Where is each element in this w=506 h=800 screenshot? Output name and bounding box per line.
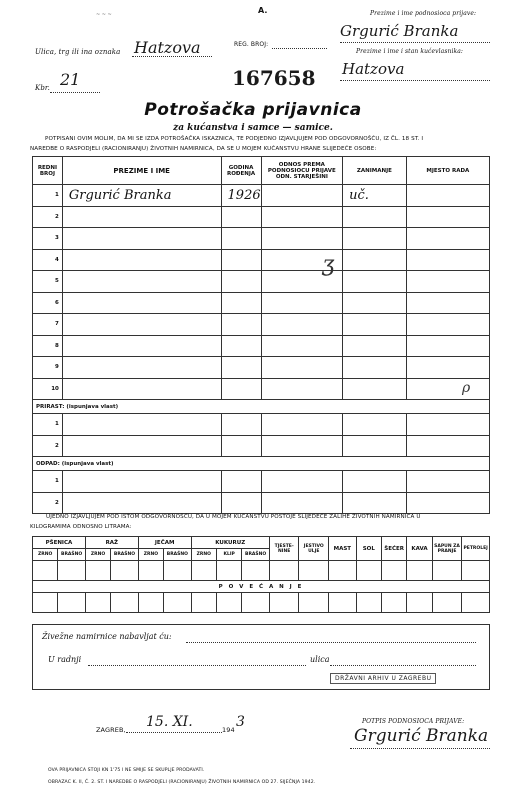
supply-group-petrolej: PETROLEJ bbox=[462, 537, 490, 561]
empty-cell bbox=[406, 414, 489, 436]
relation bbox=[261, 378, 342, 400]
ulica-label: Ulica, trg ili ina oznaka bbox=[35, 48, 121, 56]
birth-year bbox=[221, 314, 261, 336]
person-name bbox=[62, 314, 221, 336]
relation bbox=[261, 206, 342, 228]
occupation bbox=[343, 335, 407, 357]
supplies-statement-1: UJEDNO IZJAVLJUJEM POD ISTOM ODGOVORNOŠĆU, DA U MOJEM KUĆANSTVU POSTOJE SLIJEDEĆE ZALIHE ŽIVOTNIH NAMIRNICA U bbox=[46, 514, 421, 520]
archive-stamp: DRŽAVNI ARHIV U ZAGREBU bbox=[330, 673, 436, 684]
table-row bbox=[33, 414, 490, 436]
podnosilac-line bbox=[340, 42, 490, 43]
povecanje-label: P O V E Ć A N J E bbox=[33, 581, 490, 593]
supplies-statement-2: KILOGRAMIMA ODNOSNO LITRAMA: bbox=[30, 524, 132, 530]
u-radnji-line bbox=[88, 665, 306, 666]
relation bbox=[261, 292, 342, 314]
occupation: uč. bbox=[343, 185, 407, 207]
supply-group-raz: RAŽ bbox=[85, 537, 138, 549]
ulica-purchase-label: ulica bbox=[310, 655, 330, 664]
pencil-mark: ρ bbox=[462, 380, 471, 396]
date-value: 15. XI. bbox=[146, 714, 193, 730]
empty-cell bbox=[406, 435, 489, 457]
supply-group-kukuruz: KUKURUZ bbox=[191, 537, 269, 549]
supply-group-tjestenine: TJESTE-NINE bbox=[269, 537, 299, 561]
row-number: 1 bbox=[33, 471, 63, 493]
podnosilac-value: Grgurić Branka bbox=[340, 22, 459, 40]
empty-cell bbox=[221, 414, 261, 436]
potpis-line bbox=[350, 748, 490, 749]
ulica-value: Hatzova bbox=[134, 38, 201, 57]
row-number: 4 bbox=[33, 249, 63, 271]
table-row bbox=[33, 249, 490, 271]
kbr-line bbox=[50, 92, 100, 93]
form-subtitle: za kućanstva i samce — samice. bbox=[173, 123, 333, 133]
col-header-zanimanje: ZANIMANJE bbox=[343, 157, 407, 185]
person-name bbox=[62, 357, 221, 379]
empty-cell bbox=[261, 414, 342, 436]
table-row bbox=[33, 357, 490, 379]
kucevlasnik-line bbox=[340, 80, 490, 81]
person-name bbox=[62, 206, 221, 228]
row-number: 6 bbox=[33, 292, 63, 314]
row-number: 5 bbox=[33, 271, 63, 293]
empty-cell bbox=[62, 492, 221, 514]
supplies-values-row bbox=[33, 561, 490, 581]
occupation bbox=[343, 249, 407, 271]
table-row bbox=[33, 492, 490, 514]
zagreb-label: ZAGREB, bbox=[96, 726, 126, 734]
sub-header-zrno: ZRNO bbox=[85, 549, 110, 561]
col-header-redni: REDNI BROJ bbox=[33, 157, 63, 185]
workplace bbox=[406, 249, 489, 271]
ulica-line bbox=[132, 56, 212, 57]
occupation bbox=[343, 292, 407, 314]
birth-year bbox=[221, 206, 261, 228]
workplace bbox=[406, 357, 489, 379]
workplace bbox=[406, 228, 489, 250]
ulica-purchase-line bbox=[330, 665, 476, 666]
supply-group-mast: MAST bbox=[329, 537, 357, 561]
person-name bbox=[62, 271, 221, 293]
potpis-value: Grgurić Branka bbox=[354, 726, 489, 746]
persons-rows bbox=[33, 185, 490, 400]
prirast-label: PRIRAST: (ispunjava vlast) bbox=[33, 400, 490, 414]
sub-header-zrno: ZRNO bbox=[191, 549, 216, 561]
supply-group-sol: SOL bbox=[356, 537, 381, 561]
row-number: 1 bbox=[33, 185, 63, 207]
workplace bbox=[406, 271, 489, 293]
footer-note-1: OVA PRIJAVNICA STOJI KN 1'75 I NE SMIJE SE SKUPLJE PRODAVATI. bbox=[48, 768, 205, 773]
empty-cell bbox=[221, 435, 261, 457]
birth-year bbox=[221, 357, 261, 379]
relation bbox=[261, 314, 342, 336]
sub-header-brasno: BRAŠNO bbox=[111, 549, 139, 561]
serial-number: 167658 bbox=[232, 66, 316, 90]
pencil-mark: ʒ bbox=[322, 252, 335, 277]
empty-cell bbox=[343, 471, 407, 493]
workplace bbox=[406, 185, 489, 207]
kucevlasnik-label: Prezime i ime i stan kućevlasnika: bbox=[356, 48, 464, 55]
form-title: Potrošačka prijavnica bbox=[144, 100, 362, 120]
empty-cell bbox=[261, 471, 342, 493]
table-row bbox=[33, 271, 490, 293]
table-row bbox=[33, 335, 490, 357]
table-row bbox=[33, 435, 490, 457]
kbr-label: Kbr. bbox=[35, 84, 50, 92]
purchase-line-1 bbox=[186, 642, 476, 643]
odpad-label: ODPAD: (ispunjava vlast) bbox=[33, 457, 490, 471]
workplace bbox=[406, 335, 489, 357]
supply-group-psenica: PŠENICA bbox=[33, 537, 86, 549]
prirast-rows bbox=[33, 414, 490, 457]
sub-header-brasno: BRAŠNO bbox=[58, 549, 86, 561]
birth-year bbox=[221, 335, 261, 357]
reg-broj-label: REG. BROJ: bbox=[234, 41, 269, 48]
odpad-rows bbox=[33, 471, 490, 514]
supply-group-secer: ŠEĆER bbox=[381, 537, 406, 561]
podnosilac-label: Prezime i ime podnosioca prijave: bbox=[370, 10, 477, 17]
row-number: 1 bbox=[33, 414, 63, 436]
workplace bbox=[406, 378, 489, 400]
occupation bbox=[343, 271, 407, 293]
occupation bbox=[343, 228, 407, 250]
row-number: 10 bbox=[33, 378, 63, 400]
year-digit: 3 bbox=[236, 714, 245, 730]
empty-cell bbox=[261, 492, 342, 514]
col-header-odnos: ODNOS PREMA PODNOSIOCU PRIJAVE ODN. STARJEŠINI bbox=[261, 157, 342, 185]
row-number: 9 bbox=[33, 357, 63, 379]
empty-cell bbox=[406, 471, 489, 493]
person-name bbox=[62, 249, 221, 271]
table-row bbox=[33, 292, 490, 314]
table-row bbox=[33, 206, 490, 228]
col-header-prezime: PREZIME I IME bbox=[62, 157, 221, 185]
person-name bbox=[62, 292, 221, 314]
sub-header-brasno: BRAŠNO bbox=[164, 549, 192, 561]
sub-header-zrno: ZRNO bbox=[138, 549, 163, 561]
form-letter: A. bbox=[258, 6, 268, 15]
birth-year bbox=[221, 378, 261, 400]
sub-header-brasno: BRAŠNO bbox=[242, 549, 270, 561]
col-header-mjesto: MJESTO RADA bbox=[406, 157, 489, 185]
table-row bbox=[33, 228, 490, 250]
empty-cell bbox=[221, 471, 261, 493]
row-number: 3 bbox=[33, 228, 63, 250]
supply-group-jecam: JEČAM bbox=[138, 537, 191, 549]
row-number: 2 bbox=[33, 492, 63, 514]
kucevlasnik-value: Hatzova bbox=[342, 60, 405, 78]
empty-cell bbox=[343, 414, 407, 436]
birth-year bbox=[221, 228, 261, 250]
reg-broj-line bbox=[272, 48, 327, 49]
row-number: 8 bbox=[33, 335, 63, 357]
table-row bbox=[33, 185, 490, 207]
statement-line-1: POTPISANI OVIM MOLIM, DA MI SE IZDA POTROŠAČKA ISKAZNICA, TE PODJEDNO IZJAVLJUJEM POD ODGOVORNOŠĆU, IZ ČL. 18 ST. I bbox=[45, 136, 424, 142]
birth-year: 1926 bbox=[221, 185, 261, 207]
col-header-godina: GODINA ROĐENJA bbox=[221, 157, 261, 185]
empty-cell bbox=[343, 492, 407, 514]
occupation bbox=[343, 378, 407, 400]
occupation bbox=[343, 314, 407, 336]
row-number: 7 bbox=[33, 314, 63, 336]
table-row bbox=[33, 378, 490, 400]
u-radnji-label: U radnji bbox=[48, 655, 82, 664]
birth-year bbox=[221, 249, 261, 271]
relation bbox=[261, 335, 342, 357]
sub-header-zrno: ZRNO bbox=[33, 549, 58, 561]
supplies-table bbox=[32, 536, 490, 613]
statement-line-2: NAREDBE O RASPODJELI (RACIONIRANJU) ŽIVOTNIH NAMIRNICA, DA SE U MOJEM KUĆANSTVU HRANE SLIJEDEĆE OSOBE: bbox=[30, 146, 377, 152]
corner-mark: ~ ~ ~ bbox=[96, 12, 112, 18]
relation bbox=[261, 228, 342, 250]
date-line bbox=[126, 732, 222, 733]
empty-cell bbox=[261, 435, 342, 457]
supply-group-kava: KAVA bbox=[407, 537, 432, 561]
empty-cell bbox=[343, 435, 407, 457]
empty-cell bbox=[62, 435, 221, 457]
relation bbox=[261, 357, 342, 379]
sub-header-klip: KLIP bbox=[217, 549, 242, 561]
occupation bbox=[343, 357, 407, 379]
workplace bbox=[406, 314, 489, 336]
birth-year bbox=[221, 271, 261, 293]
person-name bbox=[62, 335, 221, 357]
workplace bbox=[406, 292, 489, 314]
footer-note-2: OBRAZAC K. II, Č. 2. ST. I NAREDBE O RASPODJELI (RACIONIRANJU) ŽIVOTNIH NAMIRNICA OD 27. SIJEČNJA 1942. bbox=[48, 780, 316, 785]
person-name: Grgurić Branka bbox=[62, 185, 221, 207]
birth-year bbox=[221, 292, 261, 314]
person-name bbox=[62, 378, 221, 400]
supply-group-ulje: JESTIVO ULJE bbox=[299, 537, 329, 561]
table-row bbox=[33, 314, 490, 336]
empty-cell bbox=[406, 492, 489, 514]
row-number: 2 bbox=[33, 435, 63, 457]
supply-group-sapun: SAPUN ZA PRANJE bbox=[432, 537, 462, 561]
empty-cell bbox=[62, 471, 221, 493]
occupation bbox=[343, 206, 407, 228]
relation bbox=[261, 185, 342, 207]
povecanje-values-row bbox=[33, 593, 490, 613]
purchase-label: Živežne namirnice nabavljat ću: bbox=[42, 632, 172, 641]
row-number: 2 bbox=[33, 206, 63, 228]
kbr-value: 21 bbox=[60, 70, 81, 89]
potpis-label: POTPIS PODNOSIOCA PRIJAVE: bbox=[362, 718, 465, 725]
person-name bbox=[62, 228, 221, 250]
workplace bbox=[406, 206, 489, 228]
year-label: 194 bbox=[222, 726, 235, 734]
empty-cell bbox=[221, 492, 261, 514]
persons-table bbox=[32, 156, 490, 514]
empty-cell bbox=[62, 414, 221, 436]
table-row bbox=[33, 471, 490, 493]
